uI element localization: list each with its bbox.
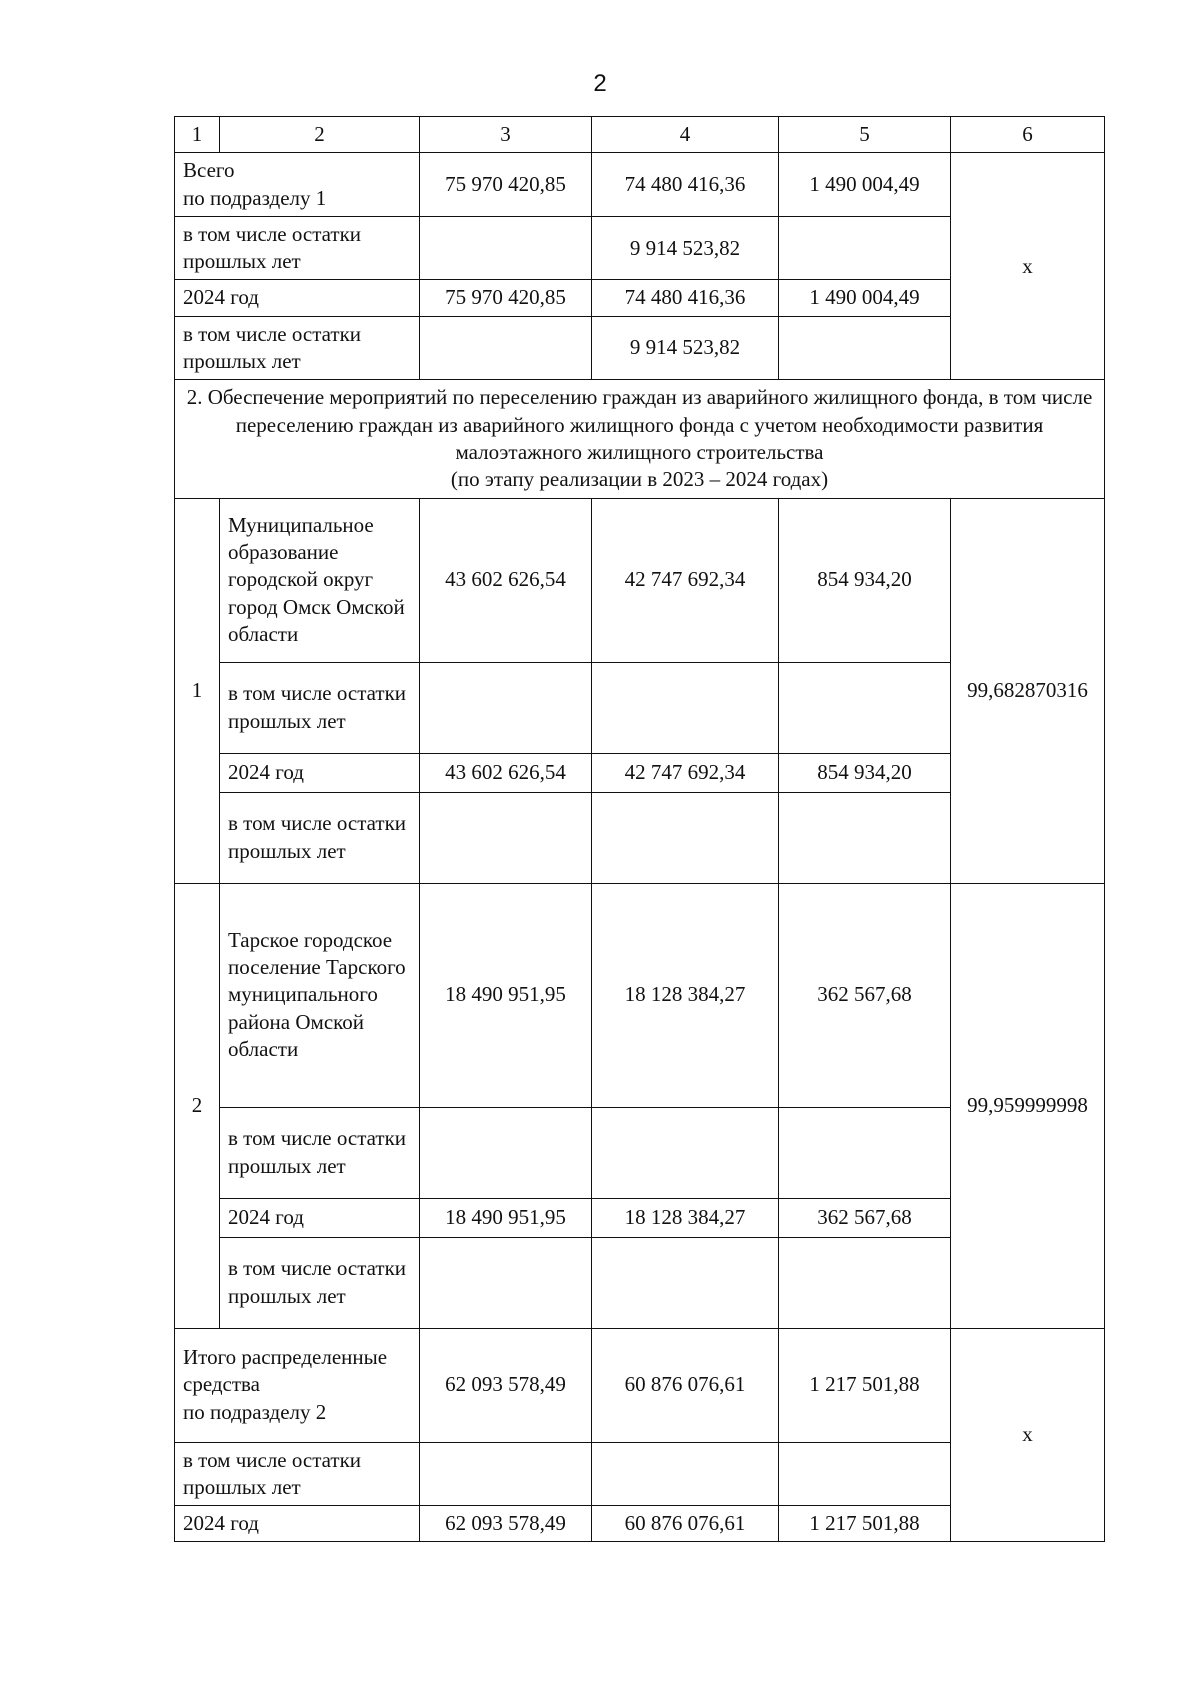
cell-col-3: 75 970 420,85 [420,153,592,217]
cell-col-6: 99,959999998 [951,883,1105,1328]
cell-col-5 [779,216,951,280]
cell-col-3 [420,216,592,280]
cell-col-3 [420,792,592,883]
row-number: 2 [175,883,220,1328]
header-row [175,117,1105,153]
row-label: 2024 год [175,1506,420,1542]
cell-col-4: 9 914 523,82 [592,216,779,280]
section-title: 2. Обеспечение мероприятий по переселению граждан из аварийного жилищного фонда, в том числе переселению граждан из аварийного жилищного фонда с учетом необходимости развития малоэтажного жилищного строительства (по этапу реализации в 2023 – 2024 годах) [175,380,1105,498]
cell-col-5: 1 490 004,49 [779,153,951,217]
cell-col-5 [779,662,951,753]
cell-col-4: 42 747 692,34 [592,498,779,662]
header-col-2: 2 [220,117,420,153]
cell-col-6: х [951,153,1105,380]
row-label: в том числе остатки прошлых лет [220,1237,420,1328]
cell-col-3 [420,316,592,380]
header-col-4: 4 [592,117,779,153]
cell-col-3: 75 970 420,85 [420,280,592,316]
cell-col-5 [779,792,951,883]
cell-col-4 [592,1442,779,1506]
row-label: в том числе остатки прошлых лет [220,662,420,753]
row-label: в том числе остатки прошлых лет [175,216,420,280]
row-label: 2024 год [175,280,420,316]
cell-col-5: 1 217 501,88 [779,1328,951,1442]
cell-col-5: 854 934,20 [779,498,951,662]
cell-col-3: 62 093 578,49 [420,1328,592,1442]
cell-col-3 [420,1442,592,1506]
cell-col-3 [420,1237,592,1328]
page-number: 2 [593,70,607,97]
header-col-5: 5 [779,117,951,153]
row-label: 2024 год [220,753,420,792]
cell-col-3: 18 490 951,95 [420,883,592,1107]
cell-col-3: 43 602 626,54 [420,498,592,662]
cell-col-5 [779,1442,951,1506]
cell-col-4: 18 128 384,27 [592,1198,779,1237]
row-label: в том числе остатки прошлых лет [220,1107,420,1198]
cell-col-5: 854 934,20 [779,753,951,792]
budget-table [174,116,1105,1542]
cell-col-3: 18 490 951,95 [420,1198,592,1237]
cell-col-6: х [951,1328,1105,1542]
row-label: в том числе остатки прошлых лет [175,1442,420,1506]
header-col-1: 1 [175,117,220,153]
cell-col-4: 74 480 416,36 [592,153,779,217]
cell-col-5 [779,1237,951,1328]
cell-col-5 [779,1107,951,1198]
cell-col-3: 62 093 578,49 [420,1506,592,1542]
municipality-name: Тарское городское поселение Тарского муниципального района Омской области [220,883,420,1107]
cell-col-4: 9 914 523,82 [592,316,779,380]
table-row [175,883,1105,1107]
cell-col-5: 1 217 501,88 [779,1506,951,1542]
cell-col-3 [420,662,592,753]
table-row [175,1328,1105,1442]
table-row [175,153,1105,217]
row-label: в том числе остатки прошлых лет [220,792,420,883]
cell-col-4 [592,792,779,883]
municipality-name: Муниципальное образование городской округ город Омск Омской области [220,498,420,662]
cell-col-4: 60 876 076,61 [592,1328,779,1442]
row-label: в том числе остатки прошлых лет [175,316,420,380]
cell-col-4: 18 128 384,27 [592,883,779,1107]
row-label: Всего по подразделу 1 [175,153,420,217]
row-label: 2024 год [220,1198,420,1237]
cell-col-4: 60 876 076,61 [592,1506,779,1542]
cell-col-4 [592,662,779,753]
cell-col-5: 1 490 004,49 [779,280,951,316]
cell-col-5: 362 567,68 [779,1198,951,1237]
cell-col-4: 74 480 416,36 [592,280,779,316]
row-label: Итого распределенные средства по подразделу 2 [175,1328,420,1442]
header-col-3: 3 [420,117,592,153]
cell-col-5: 362 567,68 [779,883,951,1107]
cell-col-3: 43 602 626,54 [420,753,592,792]
cell-col-4 [592,1237,779,1328]
table-row [175,498,1105,662]
header-col-6: 6 [951,117,1105,153]
cell-col-4: 42 747 692,34 [592,753,779,792]
row-number: 1 [175,498,220,883]
cell-col-6: 99,682870316 [951,498,1105,883]
cell-col-5 [779,316,951,380]
cell-col-3 [420,1107,592,1198]
section-title-row [175,380,1105,498]
cell-col-4 [592,1107,779,1198]
